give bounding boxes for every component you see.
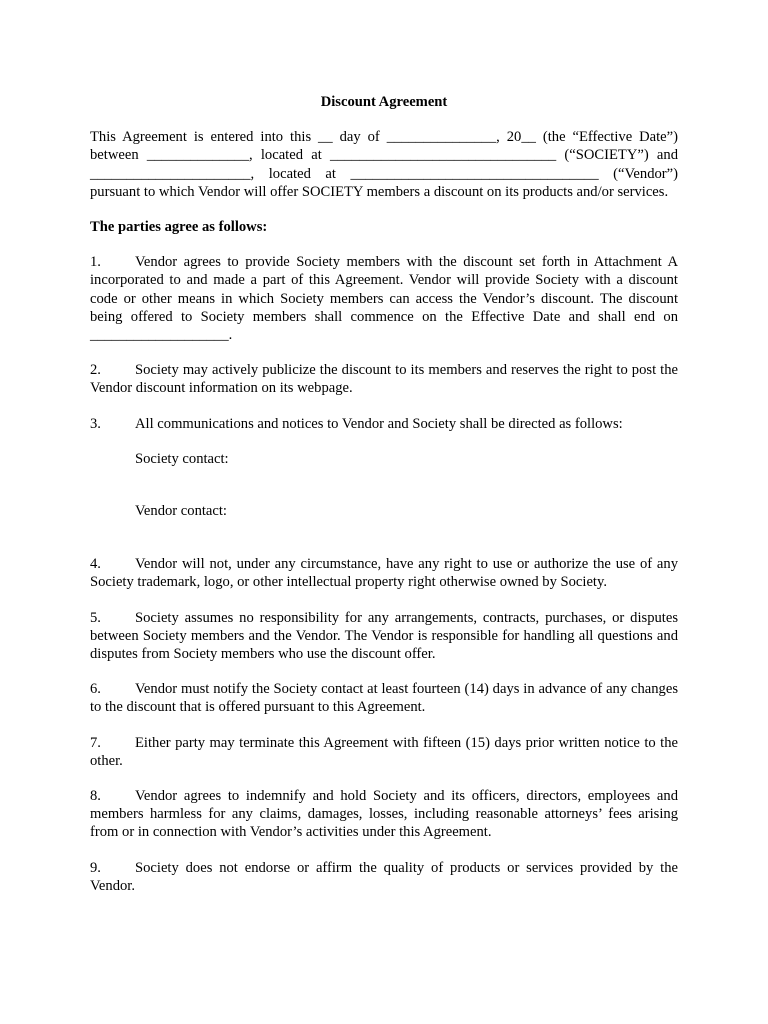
clause-text: Either party may terminate this Agreement with fifteen (15) days prior written notice to the other. [90,734,678,769]
intro-paragraph: This Agreement is entered into this __ day of _______________, 20__ (the “Effective Date”) between ______________, located at _______________________________ (“SOCIETY”) and ______________________, located at __________________________________ (“Vendor”) pursuant to which Vendor will offer SOCIETY members a discount on its products and/or services. [90,129,678,200]
clause-3 [90,415,678,433]
clause-number: 7. [90,734,101,751]
clause-number: 3. [90,415,101,432]
clause-8 [90,787,678,842]
clause-1 [90,253,678,344]
document-title: Discount Agreement [320,94,448,110]
clause-text: Vendor must notify the Society contact at least fourteen (14) days in advance of any changes to the discount that is offered pursuant to this Agreement. [90,681,678,716]
clause-6 [90,680,678,716]
clause-9 [90,859,678,895]
parties-heading: The parties agree as follows: [90,219,268,236]
clause-2 [90,361,678,397]
society-contact-label: Society contact: [135,450,229,467]
clause-text: Vendor agrees to provide Society members with the discount set forth in Attachment A incorporated to and made a part of this Agreement. Vendor will provide Society with a discount code or other means in which Society members can access the Vendor’s discount. The discount being offered to Society members shall commence on the Effective Date and shall end on ___________________. [90,254,678,344]
clause-5 [90,609,678,664]
clause-number: 9. [90,859,101,876]
clause-number: 5. [90,609,101,626]
clause-text: Vendor agrees to indemnify and hold Society and its officers, directors, employees and members harmless for any claims, damages, losses, including reasonable attorneys’ fees arising from or in connection with Vendor’s activities under this Agreement. [90,788,678,841]
clause-number: 4. [90,556,101,573]
clause-4 [90,555,678,591]
clause-text: Vendor will not, under any circumstance, have any right to use or authorize the use of any Society trademark, logo, or other intellectual property right otherwise owned by Society. [90,556,678,591]
clause-text: Society does not endorse or affirm the quality of products or services provided by the Vendor. [90,859,678,894]
clause-number: 8. [90,788,101,805]
clause-number: 1. [90,254,101,271]
clause-text: Society assumes no responsibility for any arrangements, contracts, purchases, or disputes between Society members and the Vendor. The Vendor is responsible for handling all questions and disputes from Society members who use the discount offer. [90,609,678,663]
clause-number: 6. [90,681,101,698]
clause-text: All communications and notices to Vendor and Society shall be directed as follows: [135,415,623,432]
clause-7 [90,734,678,770]
clause-number: 2. [90,362,101,379]
document-page [90,93,678,912]
clause-text: Society may actively publicize the discount to its members and reserves the right to post the Vendor discount information on its webpage. [90,362,678,397]
vendor-contact-label: Vendor contact: [135,503,227,520]
